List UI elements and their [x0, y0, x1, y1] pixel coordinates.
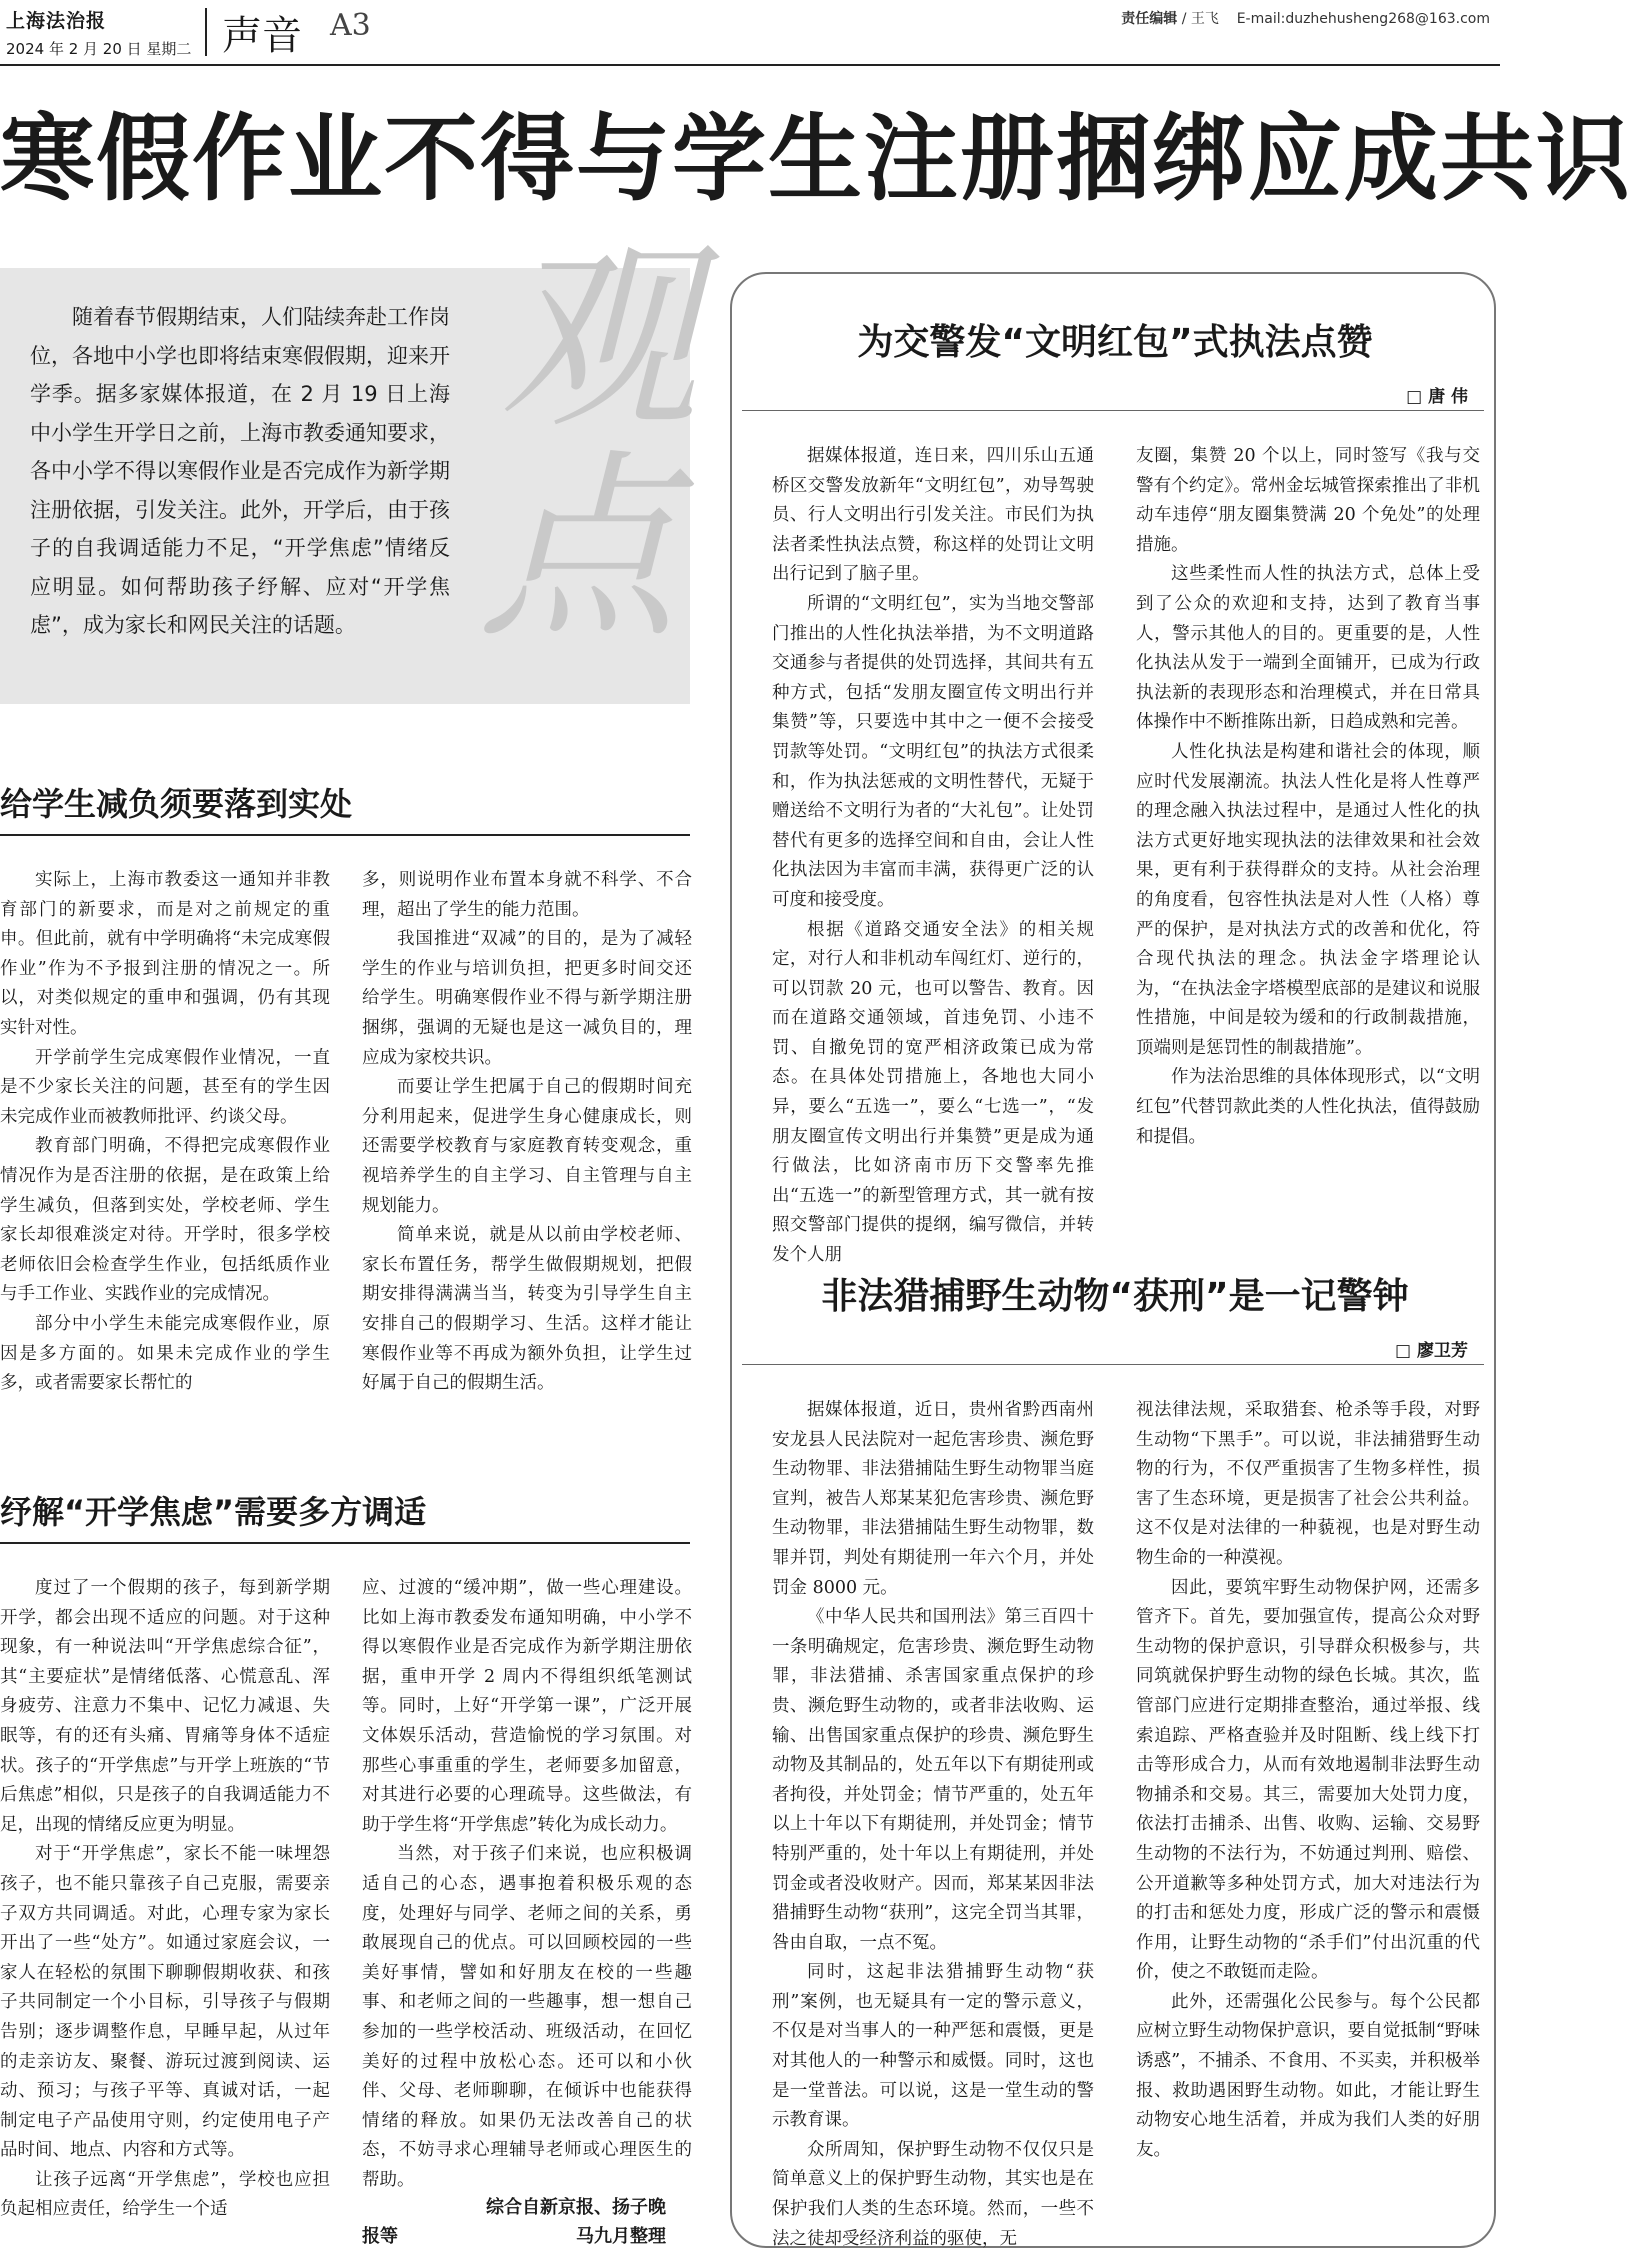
paragraph: 根据《道路交通安全法》的相关规定，对行人和非机动车闯红灯、逆行的，可以罚款 20 元，也可以警告、教育。因而在道路交通领域，首违免罚、小违不罚、自撤免罚的宽严相济政策已成为常态。在具体处罚措施上，各地也大同小异，要么“五选一”，要么“七选一”，“发朋友圈宣传文明出行并集赞”更是成为通行做法，比如济南市历下交警率先推出“五选一”的新型管理方式，其一就有按照交警部门提供的提纲，编写微信，并转发个人朋 — [772, 919, 1094, 1266]
paragraph: 而要让学生把属于自己的假期时间充分利用起来，促进学生身心健康成长，则还需要学校教育与家庭教育转变观念，重视培养学生的自主学习、自主管理与自主规划能力。 — [362, 1077, 692, 1216]
article2-title: 纾解“开学焦虑”需要多方调适 — [0, 1490, 690, 1544]
article3-rule — [742, 410, 1484, 411]
paragraph: 《中华人民共和国刑法》第三百四十一条明确规定，危害珍贵、濒危野生动物罪，非法猎捕、杀害国家重点保护的珍贵、濒危野生动物的，或者非法收购、运输、出售国家重点保护的珍贵、濒危野生动物及其制品的，处五年以下有期徒刑或者拘役，并处罚金；情节严重的，处五年以上十年以下有期徒刑，并处罚金；情节特别严重的，处十年以上有期徒刑，并处罚金或者没收财产。因而，郑某某因非法猎捕野生动物“获刑”，这完全罚当其罪，咎由自取，一点不冤。 — [772, 1607, 1094, 1953]
paragraph: 教育部门明确，不得把完成寒假作业情况作为是否注册的依据，是在政策上给学生减负，但落到实处，学校老师、学生家长却很难淡定对待。开学时，很多学校老师依旧会检查学生作业，包括纸质作业与手工作业、实践作业的完成情况。 — [0, 1136, 330, 1305]
intro-text: 随着春节假期结束，人们陆续奔赴工作岗位，各地中小学也即将结束寒假假期，迎来开学季。据多家媒体报道，在 2 月 19 日上海中小学生开学日之前，上海市教委通知要求，各中小学不得以寒假作业是否完成作为新学期注册依据，引发关注。此外，开学后，由于孩子的自我调适能力不足，“开学焦虑”情绪反应明显。如何帮助孩子纾解、应对“开学焦虑”，成为家长和网民关注的话题。 — [30, 305, 450, 637]
paragraph: 对于“开学焦虑”，家长不能一味埋怨孩子，也不能只靠孩子自己克服，需要亲子双方共同调适。对此，心理专家为家长开出了一些“处方”。如通过家庭会议，一家人在轻松的氛围下聊聊假期收获、和孩子共同制定一个小目标，引导孩子与假期告别；逐步调整作息，早睡早起，从过年的走亲访友、聚餐、游玩过渡到阅读、运动、预习；与孩子平等、真诚对话，一起制定电子产品使用守则，约定使用电子产品时间、地点、内容和方式等。 — [0, 1844, 330, 2161]
paragraph: 实际上，上海市教委这一通知并非教育部门的新要求，而是对之前规定的重申。但此前，就有中学明确将“未完成寒假作业”作为不予报到注册的情况之一。所以，对类似规定的重申和强调，仍有其现实针对性。 — [0, 870, 330, 1038]
paragraph: 这些柔性而人性的执法方式，总体上受到了公众的欢迎和支持，达到了教育当事人，警示其他人的目的。更重要的是，人性化执法从发于一端到全面铺开，已成为行政执法新的表现形态和治理模式，并在日常具体操作中不断推陈出新，日趋成熟和完善。 — [1136, 564, 1480, 733]
paragraph: 开学前学生完成寒假作业情况，一直是不少家长关注的问题，甚至有的学生因未完成作业而被教师批评、约谈父母。 — [0, 1047, 330, 1127]
editor-name: 王飞 — [1190, 11, 1219, 27]
decor-char-dian: 点 — [478, 433, 679, 666]
article1-column-1 — [0, 866, 330, 1446]
paragraph: 度过了一个假期的孩子，每到新学期开学，都会出现不适应的问题。对于这种现象，有一种说法叫“开学焦虑综合征”，其“主要症状”是情绪低落、心慌意乱、浑身疲劳、注意力不集中、记忆力减退、失眠等，有的还有头痛、胃痛等身体不适症状。孩子的“开学焦虑”与开学上班族的“节后焦虑”相似，只是孩子的自我调适能力不足，出现的情绪反应更为明显。 — [0, 1578, 330, 1835]
paragraph: 当然，对于孩子们来说，也应积极调适自己的心态，遇事抱着积极乐观的态度，处理好与同学、老师之间的关系，勇敢展现自己的优点。可以回顾校园的一些美好事情，譬如和好朋友在校的一些趣事、和老师之间的一些趣事，想一想自己参加的一些学校活动、班级活动，在回忆美好的过程中放松心态。还可以和小伙伴、父母、老师聊聊，在倾诉中也能获得情绪的释放。如果仍无法改善自己的状态，不妨寻求心理辅导老师或心理医生的帮助。 — [362, 1844, 692, 2190]
article3-author: □ 唐 伟 — [1406, 387, 1468, 407]
compiler-credit: 马九月整理 — [576, 2226, 666, 2247]
editor-email: E-mail:duzhehusheng268@163.com — [1236, 11, 1490, 27]
paragraph: 视法律法规，采取猎套、枪杀等手段，对野生动物“下黑手”。可以说，非法捕猎野生动物的行为，不仅严重损害了生物多样性，损害了生态环境，更是损害了社会公共利益。这不仅是对法律的一种藐视，也是对野生动物生命的一种漠视。 — [1136, 1400, 1480, 1568]
paragraph: 我国推进“双减”的目的，是为了减轻学生的作业与培训负担，把更多时间交还给学生。明确寒假作业不得与新学期注册捆绑，强调的无疑也是这一减负目的，理应成为家校共识。 — [362, 929, 692, 1068]
article4-rule — [742, 1364, 1484, 1365]
paragraph: 人性化执法是构建和谐社会的体现，顺应时代发展潮流。执法人性化是将人性尊严的理念融入执法过程中，是通过人性化的执法方式更好地实现执法的法律效果和社会效果，更有利于获得群众的支持。从社会治理的角度看，包容性执法是对人性（人格）尊严的保护，是对执法方式的改善和优化，符合现代执法的理念。执法金字塔理论认为，“在执法金字塔模型底部的是建议和说服性措施，中间是较为缓和的行政制裁措施，顶端则是惩罚性的制裁措施”。 — [1136, 741, 1480, 1058]
paper-name: 上海法治报 — [6, 10, 107, 32]
masthead-divider — [205, 8, 207, 56]
issue-date: 2024 年 2 月 20 日 星期二 — [6, 40, 192, 58]
paragraph: 让孩子远离“开学焦虑”，学校也应担负起相应责任，给学生一个适 — [0, 2169, 330, 2220]
paragraph: 同时，这起非法猎捕野生动物“获刑”案例，也无疑具有一定的警示意义，不仅是对当事人的一种严惩和震慑，更是对其他人的一种警示和威慑。同时，这也是一堂普法。可以说，这是一堂生动的警示教育课。 — [772, 1962, 1094, 2131]
masthead-rule — [0, 64, 1500, 66]
page-headline: 寒假作业不得与学生注册捆绑应成共识 — [0, 104, 1632, 214]
source-line-1: 综合自新京报、扬子晚 — [486, 2197, 666, 2218]
article4-title: 非法猎捕野生动物“获刑”是一记警钟 — [821, 1276, 1409, 1317]
article4-column-2 — [1136, 1396, 1480, 2236]
paragraph: 此外，还需强化公民参与。每个公民都应树立野生动物保护意识，要自觉抵制“野味诱惑”，不捕杀、不食用、不买卖，并积极举报、救助遇困野生动物。如此，才能让野生动物安心地生活着，并成为我们人类的好朋友。 — [1136, 1991, 1480, 2160]
paragraph: 因此，要筑牢野生动物保护网，还需多管齐下。首先，要加强宣传，提高公众对野生动物的保护意识，引导群众积极参与，共同筑就保护野生动物的绿色长城。其次，监管部门应进行定期排查整治，通过举报、线索追踪、严格查验并及时阻断、线上线下打击等形成合力，从而有效地遏制非法野生动物捕杀和交易。其三，需要加大处罚力度，依法打击捕杀、出售、收购、运输、交易野生动物的不法行为，不妨通过判刑、赔偿、公开道歉等多种处罚方式，加大对违法行为的打击和惩处力度，形成广泛的警示和震慑作用，让野生动物的“杀手们”付出沉重的代价，使之不敢铤而走险。 — [1136, 1577, 1480, 1983]
article4-column-1 — [772, 1396, 1094, 2249]
paragraph: 据媒体报道，连日来，四川乐山五通桥区交警发放新年“文明红包”，劝导驾驶员、行人文明出行引发关注。市民们为执法者柔性执法点赞，称这样的处罚让文明出行记到了脑子里。 — [772, 446, 1094, 585]
section-name: 声音 — [222, 13, 302, 59]
article3-column-1 — [772, 442, 1094, 1266]
paragraph: 应、过渡的“缓冲期”，做一些心理建设。比如上海市教委发布通知明确，中小学不得以寒假作业是否完成作为新学期注册依据，重申开学 2 周内不得组织纸笔测试等。同时，上好“开学第一课”，广泛开展文体娱乐活动，营造愉悦的学习氛围。对那些心事重重的学生，老师要多加留意，对其进行必要的心理疏导。这些做法，有助于学生将“开学焦虑”转化为成长动力。 — [362, 1578, 692, 1835]
article1-column-2 — [362, 866, 692, 1446]
source-line-2: 报等 — [362, 2226, 398, 2247]
paragraph: 作为法治思维的具体体现形式，以“文明红包”代替罚款此类的人性化执法，值得鼓励和提倡。 — [1136, 1067, 1480, 1147]
article2-column-1 — [0, 1574, 330, 2250]
page-number: A3 — [330, 8, 371, 43]
paragraph: 简单来说，就是从以前由学校老师、家长布置任务，帮学生做假期规划，把假期安排得满满当当，转变为引导学生自主安排自己的假期学习、生活。这样才能让寒假作业等不再成为额外负担，让学生过好属于自己的假期生活。 — [362, 1225, 692, 1394]
paragraph: 众所周知，保护野生动物不仅仅只是简单意义上的保护野生动物，其实也是在保护我们人类的生态环境。然而，一些不法之徒却受经济利益的驱使，无 — [772, 2139, 1094, 2249]
editor-info: 责任编辑 / 王飞 E-mail:duzhehusheng268@163.com — [1121, 11, 1490, 27]
article3-column-2 — [1136, 442, 1480, 1214]
decor-char-guan: 观 — [498, 223, 699, 456]
paragraph: 多，则说明作业布置本身就不科学、不合理，超出了学生的能力范围。 — [362, 870, 692, 920]
viewpoint-decoration — [468, 223, 708, 710]
article2-column-2 — [362, 1574, 692, 2192]
masthead — [0, 0, 1500, 66]
editor-label: 责任编辑 — [1121, 11, 1178, 27]
article3-title: 为交警发“文明红包”式执法点赞 — [857, 322, 1373, 363]
article1-title: 给学生减负须要落到实处 — [0, 782, 690, 836]
paragraph: 友圈，集赞 20 个以上，同时签写《我与交警有个约定》。常州金坛城管探索推出了非机动车违停“朋友圈集赞满 20 个免处”的处理措施。 — [1136, 446, 1480, 555]
paragraph: 据媒体报道，近日，贵州省黔西南州安龙县人民法院对一起危害珍贵、濒危野生动物罪、非法猎捕陆生野生动物罪当庭宣判，被告人郑某某犯危害珍贵、濒危野生动物罪，非法猎捕陆生野生动物罪，数罪并罚，判处有期徒刑一年六个月，并处罚金 8000 元。 — [772, 1400, 1094, 1598]
paragraph: 部分中小学生未能完成寒假作业，原因是多方面的。如果未完成作业的学生多，或者需要家长帮忙的 — [0, 1313, 330, 1394]
paragraph: 所谓的“文明红包”，实为当地交警部门推出的人性化执法举措，为不文明道路交通参与者提供的处罚选择，其间共有五种方式，包括“发朋友圈宣传文明出行并集赞”等，只要选中其中之一便不会接受罚款等处罚。“文明红包”的执法方式很柔和，作为执法惩戒的文明性替代，无疑于赠送给不文明行为者的“大礼包”。让处罚替代有更多的选择空间和自由，会让人性化执法因为丰富而丰满，获得更广泛的认可度和接受度。 — [772, 593, 1094, 910]
article4-author: □ 廖卫芳 — [1395, 1341, 1468, 1361]
